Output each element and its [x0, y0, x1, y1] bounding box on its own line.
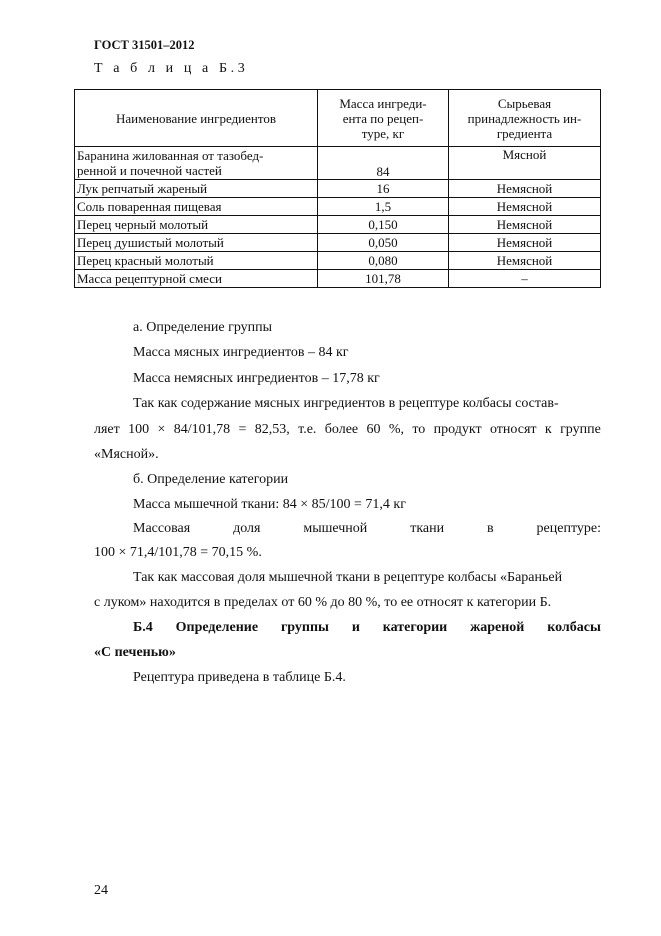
cell-name: Баранина жилованная от тазобед- ренной и почечной частей	[75, 147, 318, 180]
cell-name: Лук репчатый жареный	[75, 180, 318, 198]
meat-mass-line: Масса мясных ингредиентов – 84 кг	[133, 345, 349, 360]
final-line: Рецептура приведена в таблице Б.4.	[133, 670, 346, 685]
cell-group: Немясной	[449, 252, 601, 270]
col-header-group: Сырьевая принадлежность ин- гредиента	[449, 90, 601, 147]
cell-mass: 16	[318, 180, 449, 198]
paragraph-line: 100 × 71,4/101,78 = 70,15 %.	[94, 545, 262, 560]
cell-mass: 0,150	[318, 216, 449, 234]
cell-name: Перец черный молотый	[75, 216, 318, 234]
paragraph-line-justified: Массовая доля мышечной ткани в рецептуре:	[133, 521, 601, 536]
cell-mass: 84	[318, 147, 449, 180]
paragraph-line: Так как массовая доля мышечной ткани в рецептуре колбасы «Бараньей	[133, 570, 563, 585]
cell-name: Перец душистый молотый	[75, 234, 318, 252]
table-total-row	[75, 270, 601, 288]
category-heading: б. Определение категории	[133, 472, 289, 487]
page-number: 24	[94, 883, 108, 898]
table-row	[75, 234, 601, 252]
group-heading: а. Определение группы	[133, 320, 273, 335]
section-heading-cont: «С печенью»	[94, 645, 176, 660]
table-header-row	[75, 90, 601, 147]
nonmeat-mass-line: Масса немясных ингредиентов – 17,78 кг	[133, 371, 380, 386]
cell-mass: 0,080	[318, 252, 449, 270]
table-row	[75, 198, 601, 216]
cell-mass: 1,5	[318, 198, 449, 216]
cell-name: Масса рецептурной смеси	[75, 270, 318, 288]
cell-mass: 0,050	[318, 234, 449, 252]
table-caption: Т а б л и ц а Б.3	[94, 61, 249, 76]
cell-group: –	[449, 270, 601, 288]
cell-mass: 101,78	[318, 270, 449, 288]
cell-group: Немясной	[449, 180, 601, 198]
table-row	[75, 147, 601, 180]
table-row	[75, 216, 601, 234]
section-heading: Б.4 Определение группы и категории жареной колбасы	[133, 620, 601, 635]
col-header-mass: Масса ингреди- ента по рецеп- туре, кг	[318, 90, 449, 147]
cell-name: Перец красный молотый	[75, 252, 318, 270]
paragraph-line: Так как содержание мясных ингредиентов в рецептуре колбасы состав-	[133, 396, 559, 411]
cell-group: Мясной	[449, 147, 601, 180]
table-row	[75, 252, 601, 270]
cell-name: Соль поваренная пищевая	[75, 198, 318, 216]
cell-group: Немясной	[449, 198, 601, 216]
cell-group: Немясной	[449, 234, 601, 252]
muscle-mass-line: Масса мышечной ткани: 84 × 85/100 = 71,4 кг	[133, 497, 406, 512]
ingredients-table	[74, 89, 601, 288]
paragraph-line: «Мясной».	[94, 447, 159, 462]
cell-group: Немясной	[449, 216, 601, 234]
col-header-name: Наименование ингредиентов	[75, 90, 318, 147]
table-row	[75, 180, 601, 198]
standard-header: ГОСТ 31501–2012	[94, 38, 195, 52]
paragraph-line-justified: ляет 100 × 84/101,78 = 82,53, т.е. более 60 %, то продукт относят к группе	[94, 422, 601, 437]
paragraph-line: с луком» находится в пределах от 60 % до 80 %, то ее относят к категории Б.	[94, 595, 552, 610]
